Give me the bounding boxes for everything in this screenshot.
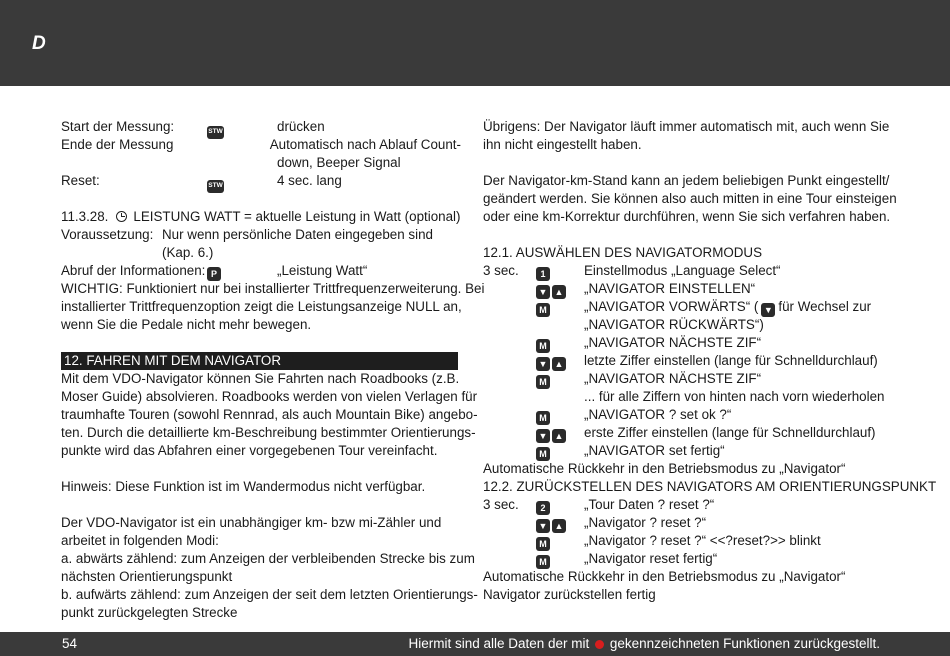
- step-text: [584, 370, 893, 388]
- step-time: [483, 280, 535, 298]
- m-key-icon: M: [536, 303, 550, 317]
- measure-action: Automatisch nach Ablauf Count-: [269, 137, 461, 152]
- step-time: [483, 550, 535, 568]
- paragraph-line: geändert werden. Sie können also auch mitten in eine Tour einsteigen: [483, 191, 897, 206]
- right-column: [483, 118, 937, 604]
- step-text-main: ... für alle Ziffern von hinten nach vorn wiederholen: [584, 389, 885, 404]
- measure-table: [61, 118, 461, 190]
- m-key-icon: M: [536, 339, 550, 353]
- step-keys: [535, 334, 584, 352]
- modes-line: b. aufwärts zählend: zum Anzeigen der seit dem letzten Orientierungs-: [61, 587, 478, 602]
- step-text-after: für Wechsel zur: [778, 299, 872, 314]
- modes-line: arbeitet in folgenden Modi:: [61, 533, 219, 548]
- step-text-main: „NAVIGATOR VORWÄRTS“ (: [584, 299, 759, 314]
- step-text: [584, 406, 893, 424]
- step-text: [584, 352, 893, 370]
- measure-action: 4 sec. lang: [277, 173, 342, 188]
- step-keys: [535, 532, 584, 550]
- arrow-down-key-icon: ▼: [761, 303, 775, 317]
- leistung-heading: 11.3.28. LEISTUNG WATT = aktuelle Leistung in Watt (optional): [61, 209, 461, 224]
- step-time: [483, 352, 535, 370]
- intro-line: ten. Durch die detaillierte km-Beschreibung bestimmter Orientierungs-: [61, 425, 476, 440]
- arrow-down-key-icon: ▼: [536, 429, 550, 443]
- intro-line: traumhafte Touren (sowohl Rennrad, als auch Mountain Bike) angebo-: [61, 407, 478, 422]
- step-row: [483, 424, 893, 442]
- page-number: 54: [62, 636, 78, 651]
- measure-action: down, Beeper Signal: [277, 155, 401, 170]
- step-text: [584, 262, 893, 280]
- wichtig-line: wenn Sie die Pedale nicht mehr bewegen.: [61, 317, 312, 332]
- intro-line: Mit dem VDO-Navigator können Sie Fahrten nach Roadbooks (z.B.: [61, 371, 460, 386]
- step-text-main: „NAVIGATOR RÜCKWÄRTS“): [584, 317, 764, 332]
- modes-line: punkt zurückgelegten Strecke: [61, 605, 238, 620]
- measure-label: Ende der Messung: [61, 137, 174, 152]
- step-keys: [535, 280, 584, 298]
- step-text: [584, 550, 893, 568]
- modes-line: Der VDO-Navigator ist ein unabhängiger km- bzw mi-Zähler und: [61, 515, 442, 530]
- paragraph-line: oder eine km-Korrektur durchführen, wenn Sie sich verfahren haben.: [483, 209, 891, 224]
- section-2-title: 12.2. ZURÜCKSTELLEN DES NAVIGATORS AM ORIENTIERUNGSPUNKT: [483, 479, 937, 494]
- measure-label: Start der Messung:: [61, 119, 175, 134]
- step-keys: [535, 550, 584, 568]
- voraussetzung-cont: (Kap. 6.): [162, 245, 214, 260]
- step-text-main: Einstellmodus „Language Select“: [584, 263, 781, 278]
- step-text: [584, 316, 893, 334]
- step-row: [483, 496, 893, 514]
- step-text: [584, 442, 893, 460]
- step-time: [483, 514, 535, 532]
- section-2-return: Automatische Rückkehr in den Betriebsmodus zu „Navigator“: [483, 569, 846, 584]
- step-keys: [535, 388, 584, 406]
- step-keys: [535, 514, 584, 532]
- step-keys: [535, 424, 584, 442]
- key-1-icon: 1: [536, 267, 550, 281]
- step-row: [483, 370, 893, 388]
- hinweis-text: Hinweis: Diese Funktion ist im Wandermodus nicht verfügbar.: [61, 479, 426, 494]
- step-row: [483, 514, 893, 532]
- section-1-return: Automatische Rückkehr in den Betriebsmodus zu „Navigator“: [483, 461, 846, 476]
- footer-note: Hiermit sind alle Daten der mit gekennzeichneten Funktionen zurückgestellt.: [408, 636, 880, 651]
- step-text: [584, 496, 893, 514]
- abruf-row: Abruf der Informationen: P „Leistung Watt“: [61, 263, 368, 279]
- step-keys: [535, 370, 584, 388]
- step-row: [483, 262, 893, 280]
- step-time: [483, 316, 535, 334]
- step-time: [483, 406, 535, 424]
- step-time: 3 sec.: [483, 497, 519, 512]
- language-marker: D: [32, 33, 46, 54]
- paragraph-line: ihn nicht eingestellt haben.: [483, 137, 642, 152]
- intro-line: punkte wird das Abfahren einer vorgegebenen Tour vereinfacht.: [61, 443, 438, 458]
- modes-line: nächsten Orientierungspunkt: [61, 569, 233, 584]
- step-text: [584, 280, 893, 298]
- modes-line: a. abwärts zählend: zum Anzeigen der verbleibenden Strecke bis zum: [61, 551, 475, 566]
- arrow-down-key-icon: ▼: [536, 285, 550, 299]
- step-text-main: erste Ziffer einstellen (lange für Schnelldurchlauf): [584, 425, 876, 440]
- arrow-up-key-icon: ▲: [552, 357, 566, 371]
- section-1-steps: [483, 262, 893, 460]
- intro-line: Moser Guide) absolvieren. Roadbooks werden von vielen Verlagen für: [61, 389, 478, 404]
- step-text-main: „NAVIGATOR ? set ok ?“: [584, 407, 732, 422]
- wichtig-line: installierter Trittfrequenzoption zeigt die Leistungsanzeige NULL an,: [61, 299, 462, 314]
- step-text-main: „NAVIGATOR NÄCHSTE ZIF“: [584, 371, 762, 386]
- step-text: [584, 424, 893, 442]
- left-column: [61, 118, 485, 622]
- step-keys: [535, 262, 584, 280]
- step-keys: [535, 316, 584, 334]
- red-dot-icon: [595, 640, 604, 649]
- wichtig-note: [61, 280, 485, 334]
- step-time: [483, 334, 535, 352]
- step-time: [483, 388, 535, 406]
- measure-key-cell: [202, 136, 270, 154]
- km-stand-paragraph: [483, 172, 897, 226]
- modes-paragraph: [61, 514, 478, 622]
- intro-paragraph: [61, 370, 478, 460]
- uebrigens-paragraph: [483, 118, 893, 154]
- m-key-icon: M: [536, 537, 550, 551]
- step-row: [483, 406, 893, 424]
- paragraph-line: Übrigens: Der Navigator läuft immer automatisch mit, auch wenn Sie: [483, 119, 890, 134]
- step-text-main: „Navigator reset fertig“: [584, 551, 718, 566]
- step-row: [483, 280, 893, 298]
- measure-row: [61, 172, 461, 190]
- step-text: [584, 334, 893, 352]
- arrow-up-key-icon: ▲: [552, 285, 566, 299]
- section-title: 12. FAHREN MIT DEM NAVIGATOR: [61, 352, 458, 370]
- step-text-main: „Navigator ? reset ?“ <<?reset?>> blinkt: [584, 533, 821, 548]
- step-time: 3 sec.: [483, 263, 519, 278]
- m-key-icon: M: [536, 411, 550, 425]
- p-key-icon: P: [207, 267, 221, 281]
- step-time: [483, 424, 535, 442]
- measure-key-cell: [207, 154, 277, 172]
- section-2-steps: [483, 496, 893, 568]
- measure-label: [61, 154, 207, 172]
- arrow-down-key-icon: ▼: [536, 519, 550, 533]
- paragraph-line: Der Navigator-km-Stand kann an jedem beliebigen Punkt eingestellt/: [483, 173, 890, 188]
- step-row: [483, 352, 893, 370]
- m-key-icon: M: [536, 447, 550, 461]
- stw-key-icon: STW: [207, 180, 224, 193]
- measure-row: [61, 136, 461, 154]
- measure-action: drücken: [277, 119, 325, 134]
- step-time: [483, 442, 535, 460]
- step-keys: [535, 442, 584, 460]
- key-2-icon: 2: [536, 501, 550, 515]
- step-text-main: „Navigator ? reset ?“: [584, 515, 707, 530]
- measure-key-cell: [207, 118, 277, 136]
- stw-key-icon: STW: [207, 126, 224, 139]
- voraussetzung-row: Voraussetzung: Nur wenn persönliche Daten eingegeben sind: [61, 227, 433, 242]
- step-text-main: letzte Ziffer einstellen (lange für Schnelldurchlauf): [584, 353, 878, 368]
- step-keys: [535, 406, 584, 424]
- clock-icon: [116, 211, 127, 222]
- step-keys: [535, 496, 584, 514]
- step-time: [483, 370, 535, 388]
- header-bar: [0, 0, 950, 86]
- step-keys: [535, 352, 584, 370]
- step-text: [584, 514, 893, 532]
- m-key-icon: M: [536, 555, 550, 569]
- step-time: [483, 532, 535, 550]
- step-text: [584, 388, 893, 406]
- measure-row: [61, 154, 461, 172]
- step-row: [483, 532, 893, 550]
- wichtig-line: WICHTIG: Funktioniert nur bei installierter Trittfrequenzerweiterung. Bei: [61, 281, 485, 296]
- footer-bar: [0, 632, 950, 656]
- step-text-main: „NAVIGATOR NÄCHSTE ZIF“: [584, 335, 762, 350]
- measure-key-cell: [207, 172, 277, 190]
- step-row: [483, 334, 893, 352]
- step-row: [483, 388, 893, 406]
- measure-label: Reset:: [61, 173, 100, 188]
- step-row: [483, 550, 893, 568]
- section-2-final: Navigator zurückstellen fertig: [483, 587, 656, 602]
- arrow-up-key-icon: ▲: [552, 519, 566, 533]
- step-text-main: „NAVIGATOR EINSTELLEN“: [584, 281, 756, 296]
- step-text-main: „Tour Daten ? reset ?“: [584, 497, 715, 512]
- m-key-icon: M: [536, 375, 550, 389]
- section-1-title: 12.1. AUSWÄHLEN DES NAVIGATORMODUS: [483, 245, 763, 260]
- measure-row: [61, 118, 461, 136]
- step-row: [483, 298, 893, 316]
- arrow-up-key-icon: ▲: [552, 429, 566, 443]
- step-time: [483, 298, 535, 316]
- step-row: [483, 316, 893, 334]
- step-text-main: „NAVIGATOR set fertig“: [584, 443, 725, 458]
- step-text: [584, 298, 893, 316]
- step-keys: [535, 298, 584, 316]
- step-text: [584, 532, 893, 550]
- step-row: [483, 442, 893, 460]
- arrow-down-key-icon: ▼: [536, 357, 550, 371]
